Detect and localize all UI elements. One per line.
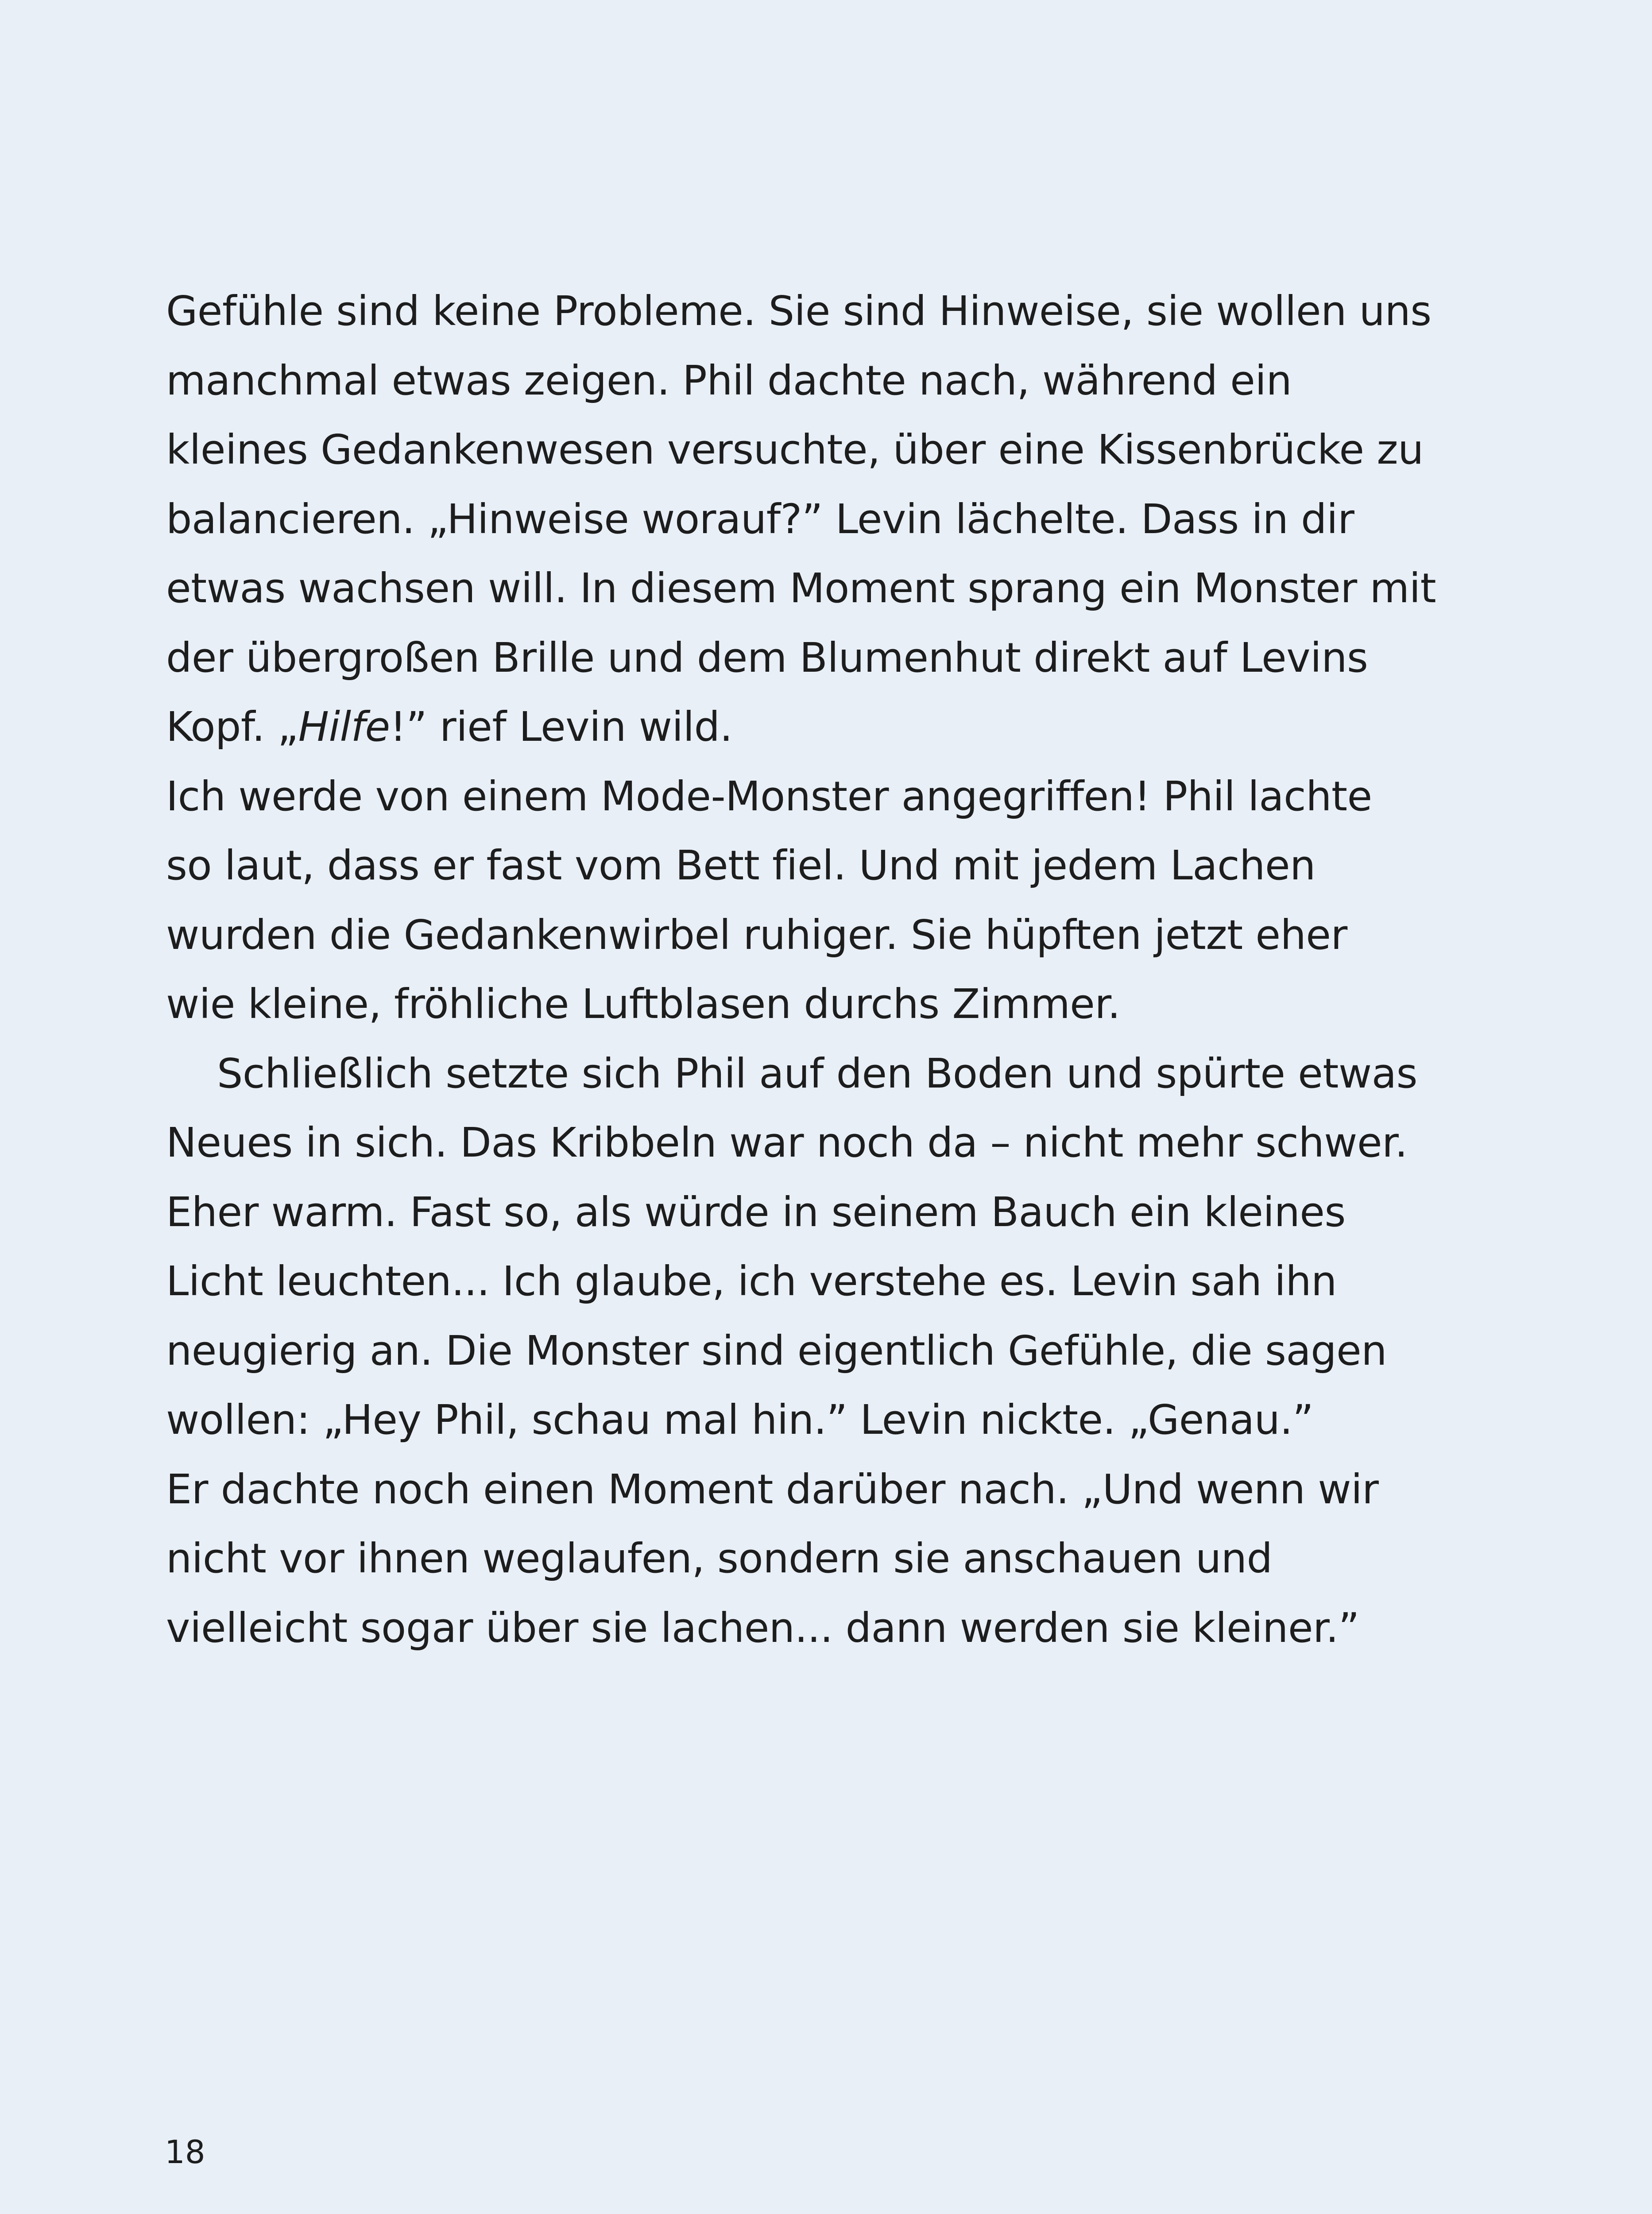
text-line: so laut, dass er fast vom Bett fiel. Und mit jedem Lachen xyxy=(166,842,1315,889)
text-line: Ich werde von einem Mode-Monster angegriffen! Phil lachte xyxy=(166,772,1372,820)
text-line: Neues in sich. Das Kribbeln war noch da – nicht mehr schwer. xyxy=(166,1119,1408,1166)
text-line: wollen: „Hey Phil, schau mal hin.” Levin nickte. „Genau.” xyxy=(166,1396,1314,1444)
text-line: kleines Gedankenwesen versuchte, über eine Kissenbrücke zu xyxy=(166,426,1424,473)
text-line: wie kleine, fröhliche Luftblasen durchs Zimmer. xyxy=(166,980,1121,1028)
text-line-indented: Schließlich setzte sich Phil auf den Boden und spürte etwas xyxy=(217,1049,1418,1097)
text-line: neugierig an. Die Monster sind eigentlich Gefühle, die sagen xyxy=(166,1327,1387,1374)
text-line xyxy=(166,693,1494,762)
text-line: manchmal etwas zeigen. Phil dachte nach, während ein xyxy=(166,356,1292,404)
text-fragment: Kopf. „ xyxy=(166,703,298,751)
italic-word: Hilfe xyxy=(298,703,390,751)
text-line: wurden die Gedankenwirbel ruhiger. Sie hüpften jetzt eher xyxy=(166,911,1347,959)
text-line: balancieren. „Hinweise worauf?” Levin lächelte. Dass in dir xyxy=(166,495,1354,543)
text-line: Er dachte noch einen Moment darüber nach. „Und wenn wir xyxy=(166,1465,1379,1513)
text-line: Eher warm. Fast so, als würde in seinem Bauch ein kleines xyxy=(166,1188,1346,1236)
text-line: nicht vor ihnen weglaufen, sondern sie anschauen und xyxy=(166,1535,1273,1582)
body-text xyxy=(166,277,1494,1663)
text-line: Licht leuchten... Ich glaube, ich verstehe es. Levin sah ihn xyxy=(166,1258,1337,1305)
text-line: der übergroßen Brille und dem Blumenhut direkt auf Levins xyxy=(166,634,1368,681)
text-line: Gefühle sind keine Probleme. Sie sind Hinweise, sie wollen uns xyxy=(166,287,1431,335)
text-line: etwas wachsen will. In diesem Moment sprang ein Monster mit xyxy=(166,565,1436,612)
text-line: vielleicht sogar über sie lachen... dann werden sie kleiner.” xyxy=(166,1604,1359,1652)
text-fragment: !” rief Levin wild. xyxy=(390,703,733,751)
page-number: 18 xyxy=(165,2133,205,2171)
